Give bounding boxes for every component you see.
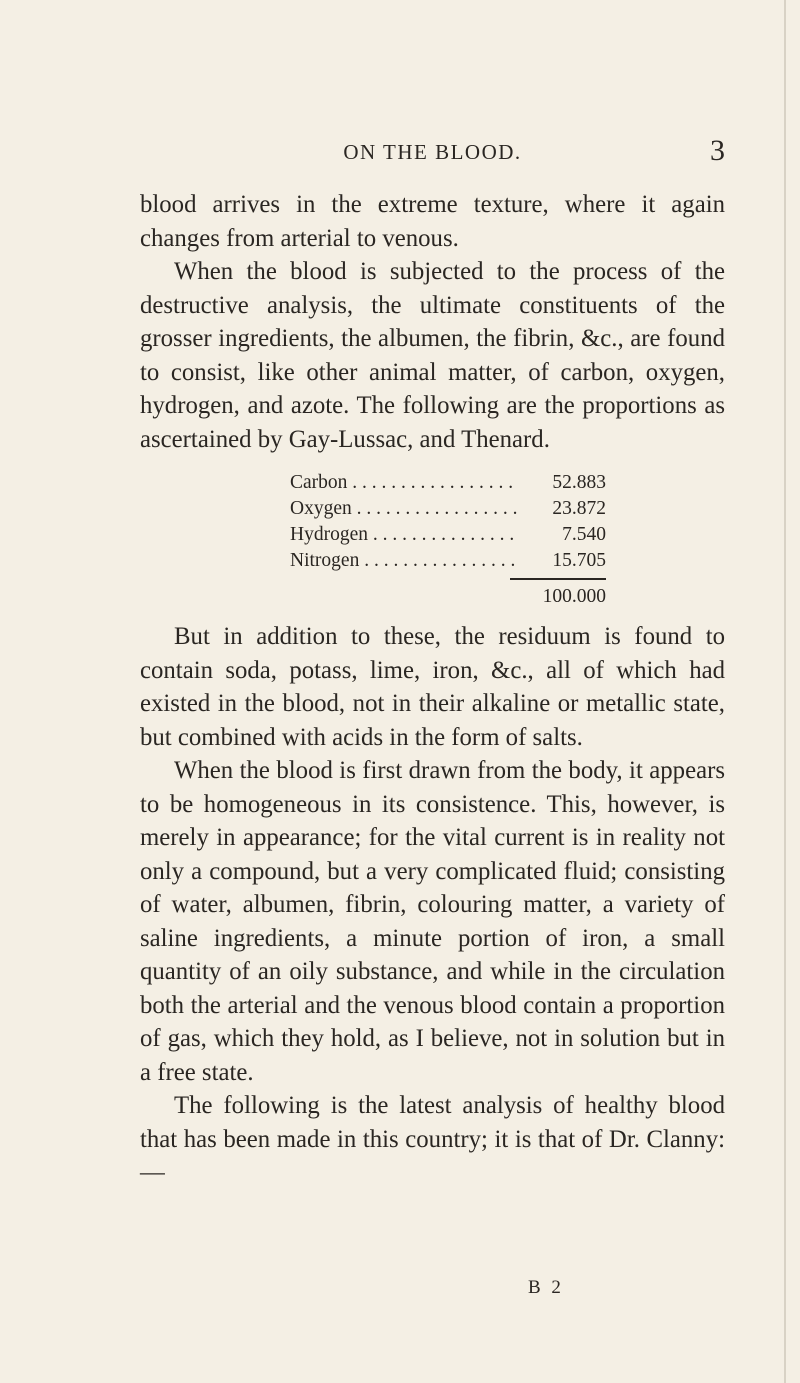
body-text: [140, 188, 725, 1190]
row-value: 15.705: [552, 550, 606, 571]
page-number: 3: [710, 134, 725, 167]
paragraph: But in addition to these, the residuum is found to contain soda, potass, lime, iron, &c., all of which had existed in the blood, not in their alkaline or metallic state, but combined with acids in the form of salts.: [140, 623, 725, 751]
table-row: [290, 496, 606, 522]
table-row: [290, 470, 606, 496]
row-value: 7.540: [562, 524, 606, 545]
paragraph: When the blood is subjected to the process of the destructive analysis, the ultimate constituents of the grosser ingredients, the albumen, the fibrin, &c., are found to consist, like other animal matter, of carbon, oxygen, hydrogen, and azote. The following are the proportions as ascertained by Gay-Lussac, and Thenard.: [140, 258, 725, 453]
page-edge: [784, 0, 786, 1383]
paragraph: The following is the latest analysis of healthy blood that has been made in this country; it is that of Dr. Clanny:—: [140, 1092, 725, 1186]
row-value: 23.872: [552, 498, 606, 519]
table-total: 100.000: [542, 586, 606, 607]
composition-table: [290, 470, 606, 610]
table-row: [290, 548, 606, 574]
row-label: Hydrogen . . .: [290, 522, 518, 548]
running-head: ON THE BLOOD.: [343, 140, 522, 164]
page-header: [140, 134, 725, 180]
paragraph: blood arrives in the extreme texture, where it again changes from arterial to venous.: [140, 191, 725, 252]
table-row: [290, 522, 606, 548]
row-label: Oxygen . . .: [290, 496, 518, 522]
row-label: Carbon . . .: [290, 470, 518, 496]
row-value: 52.883: [552, 472, 606, 493]
signature-mark: B 2: [528, 1277, 564, 1298]
sum-rule: [510, 578, 606, 580]
row-label: Nitrogen . . .: [290, 548, 518, 574]
paragraph: When the blood is first drawn from the body, it appears to be homogeneous in its consistence. This, however, is merely in appearance; for the vital current is in reality not only a compound, but a very complicated fluid; consisting of water, albumen, fibrin, colouring matter, a variety of saline ingredients, a minute portion of iron, a small quantity of an oily substance, and while in the circulation both the arterial and the venous blood contain a proportion of gas, which they hold, as I believe, not in solution but in a free state.: [140, 757, 725, 1086]
